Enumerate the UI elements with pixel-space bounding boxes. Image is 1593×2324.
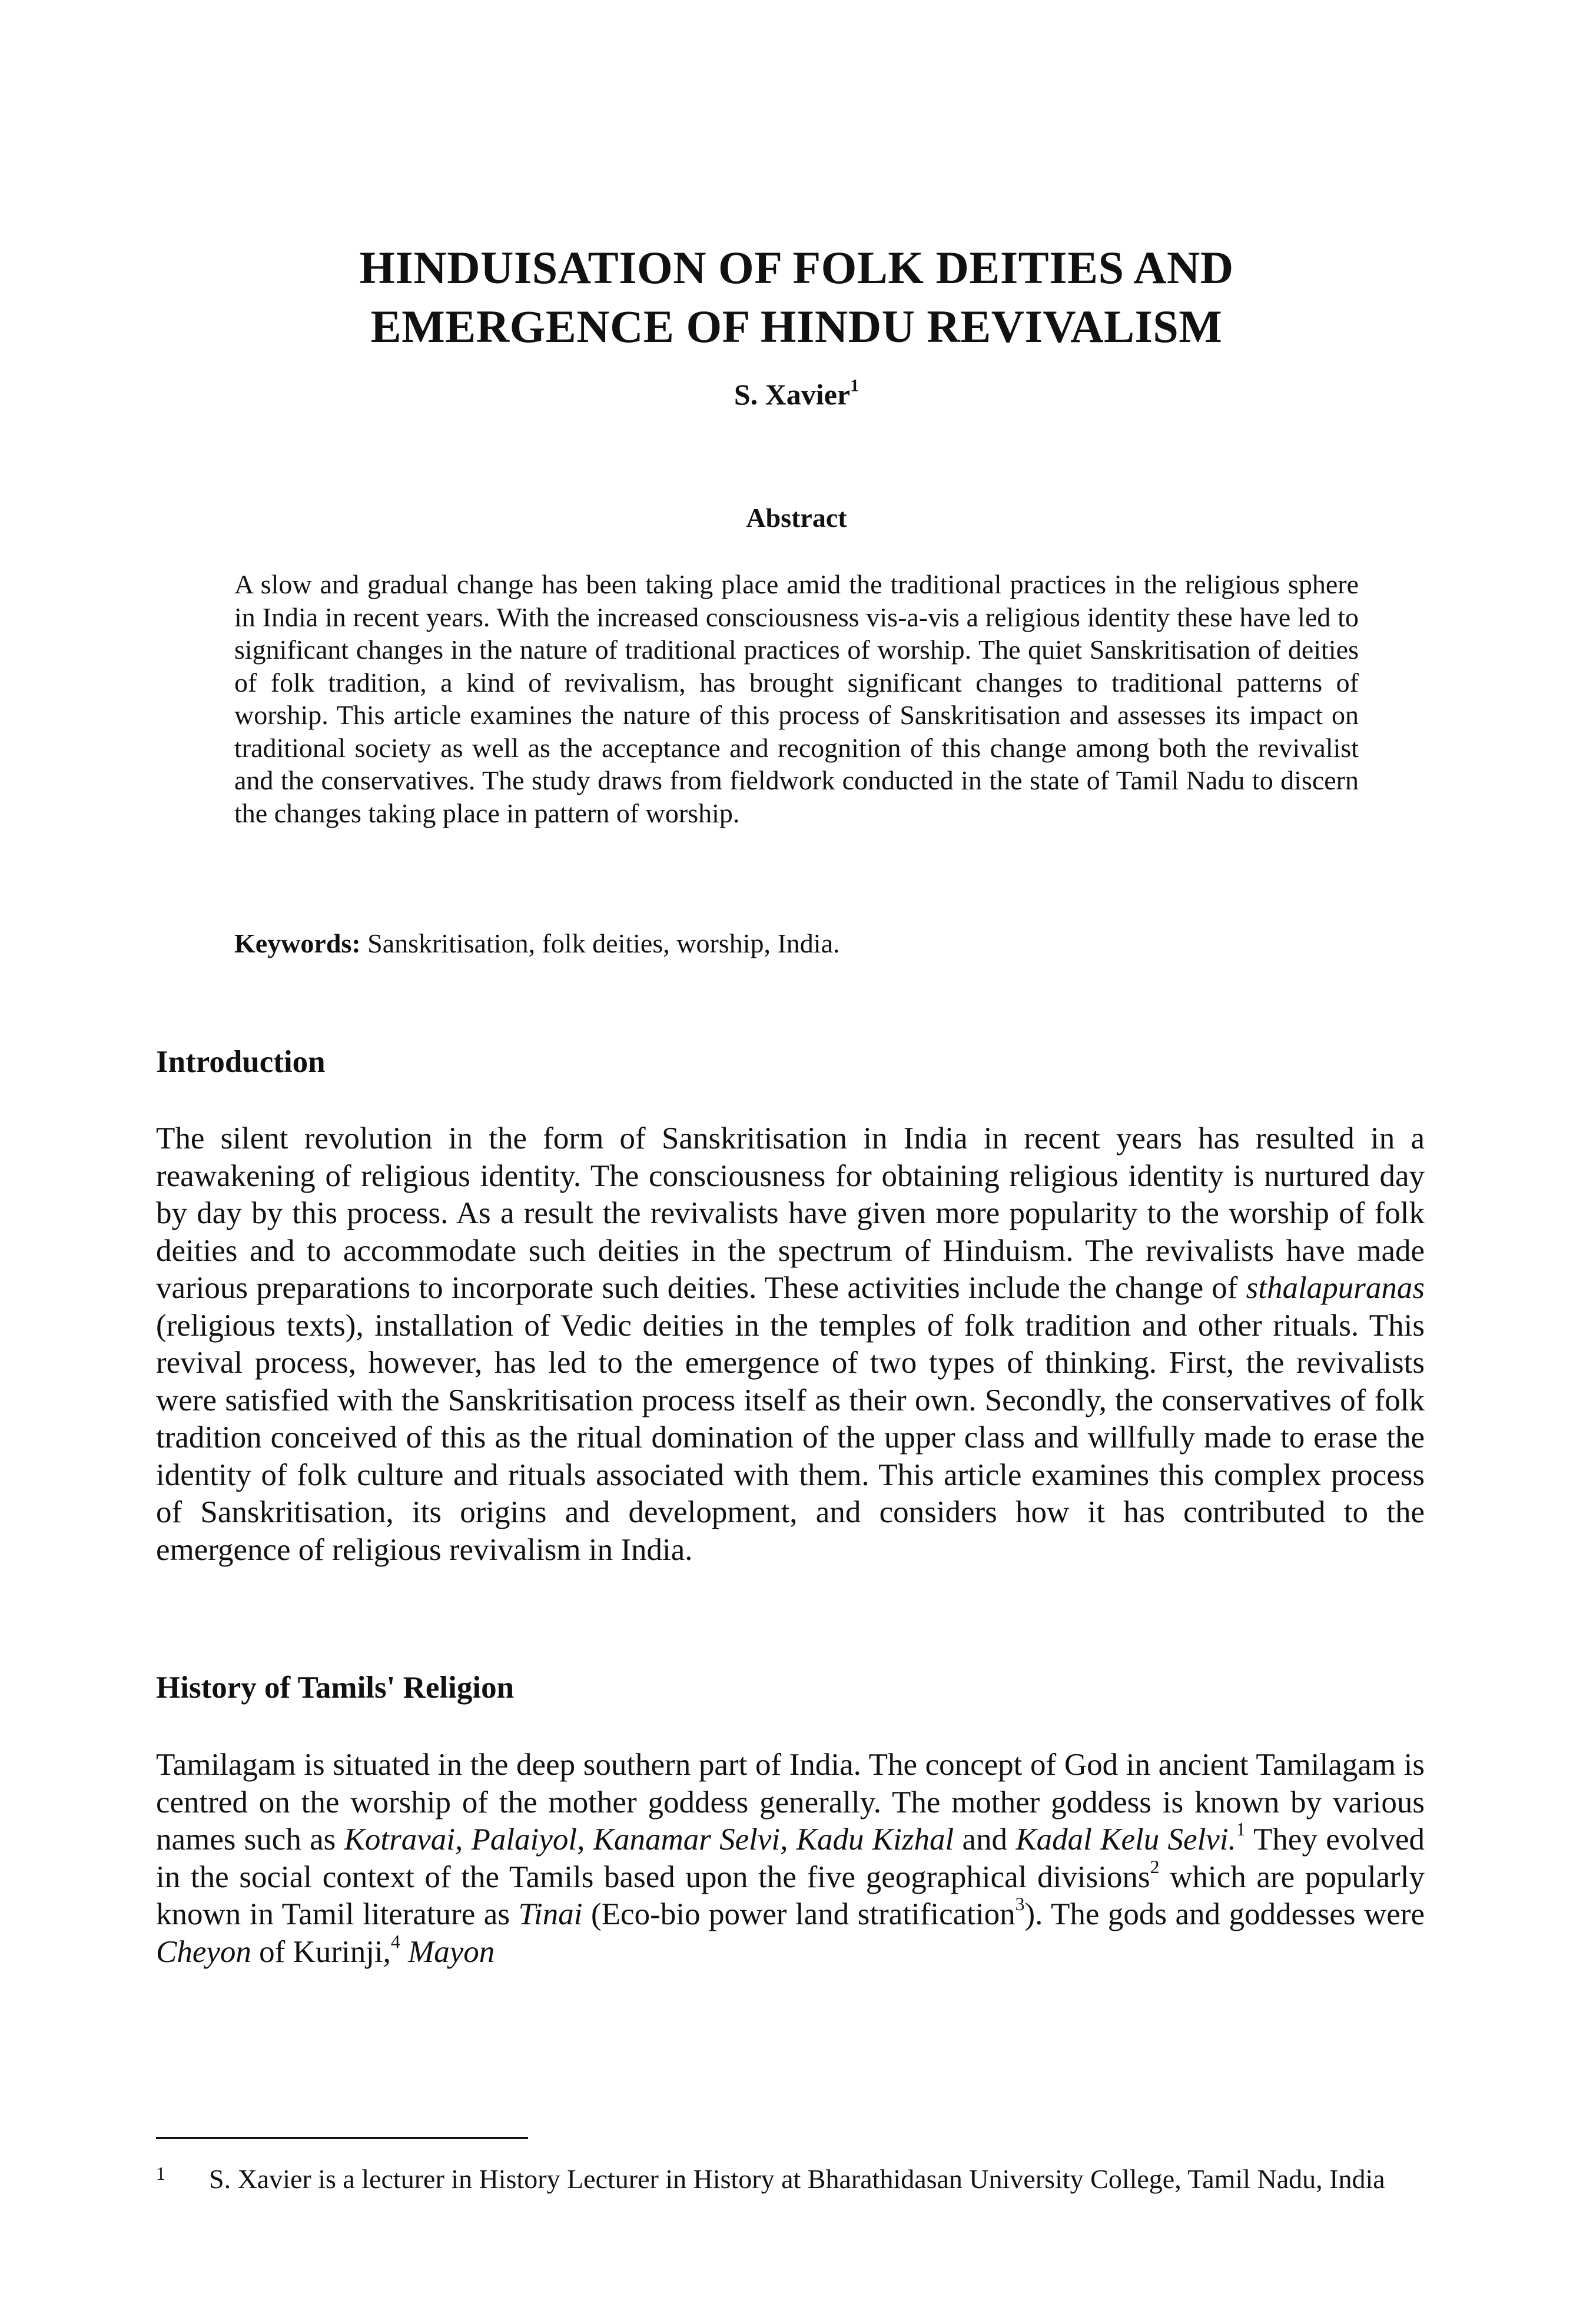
title-line-2: EMERGENCE OF HINDU REVIVALISM [370,301,1223,352]
history-text-7: of Kurinji, [251,1934,391,1969]
history-term-mayon: Mayon [408,1934,495,1969]
footnote-ref-1: 1 [1236,1819,1246,1840]
author-footnote-mark: 1 [850,376,859,396]
history-text-1: Tamilagam is situated in the deep southern part of India. The concept of God in ancient Tamilagam is centred on the worship of the mother goddess generally. The mother goddess is known by various names such as [156,1748,1425,1857]
keywords [234,927,1359,960]
abstract-text: A slow and gradual change has been taking place amid the traditional practices in the religious sphere in India in recent years. With the increased consciousness vis-a-vis a religious identity these have led to significant changes in the nature of traditional practices of worship. The quiet Sanskritisation of deities of folk tradition, a kind of revivalism, has brought significant changes to traditional patterns of worship. This article examines the nature of this process of Sanskritisation and assesses its impact on traditional society as well as the acceptance and recognition of this change among both the revivalist and the conservatives. The study draws from fieldwork conducted in the state of Tamil Nadu to discern the changes taking place in pattern of worship. [234,569,1359,828]
history-term-cheyon: Cheyon [156,1934,251,1969]
intro-text-2: (religious texts), installation of Vedic deities in the temples of folk tradition and other rituals. This revival process, however, has led to the emergence of two types of thinking. First, the revivalists were satisfied with the Sanskritisation process itself as their own. Secondly, the conservatives of folk tradition conceived of this as the ritual domination of the upper class and willfully made to erase the identity of folk culture and rituals associated with them. This article examines this complex process of Sanskritisation, its origins and development, and considers how it has contributed to the emergence of religious revivalism in India. [156,1308,1425,1567]
history-heading: History of Tamils' Religion [156,1671,515,1705]
footnote-divider [156,2137,528,2139]
introduction-paragraph [156,1120,1425,1569]
history-text-3: They evolved in the social context of the Tamils based upon the five geographical divisions [156,1822,1425,1894]
title-line-1: HINDUISATION OF FOLK DEITIES AND [359,242,1234,293]
keywords-label: Keywords: [234,928,361,958]
keywords-text: Sanskritisation, folk deities, worship, India. [360,928,840,958]
intro-term-sthalapuranas: sthalapuranas [1246,1271,1425,1305]
footnote-ref-4: 4 [390,1931,400,1952]
history-text-2: and [954,1822,1016,1857]
history-text-5: (Eco-bio power land stratification [582,1897,1015,1931]
history-goddess-names: Kotravai, Palaiyol, Kanamar Selvi, Kadu Kizhal [344,1822,954,1857]
abstract-heading: Abstract [746,503,847,533]
footnote-text: S. Xavier is a lecturer in History Lecturer in History at Bharathidasan University College, Tamil Nadu, India [209,2164,1385,2194]
introduction-heading: Introduction [156,1045,326,1079]
history-text-8 [400,1935,408,1969]
history-text-4: which are popularly known in Tamil literature as [156,1860,1425,1931]
paper-title [0,238,1593,356]
footnote: 1 S. Xavier is a lecturer in History Lecturer in History at Bharathidasan University College, Tamil Nadu, India [156,2163,1385,2194]
history-paragraph [156,1747,1425,1971]
history-term-tinai: Tinai [518,1897,583,1931]
history-text-6: ). The gods and goddesses were [1024,1897,1425,1931]
author-name: S. Xavier [734,378,851,411]
history-goddess-name-last: Kadal Kelu Selvi. [1015,1822,1236,1857]
author-line [0,377,1593,412]
footnote-ref-2: 2 [1150,1856,1160,1877]
intro-text-1: The silent revolution in the form of Sanskritisation in India in recent years has resulted in a reawakening of religious identity. The consciousness for obtaining religious identity is nurtured day by day by this process. As a result the revivalists have given more popularity to the worship of folk deities and to accommodate such deities in the spectrum of Hinduism. The revivalists have made various preparations to incorporate such deities. These activities include the change of [156,1121,1425,1305]
footnote-ref-3: 3 [1015,1894,1025,1915]
